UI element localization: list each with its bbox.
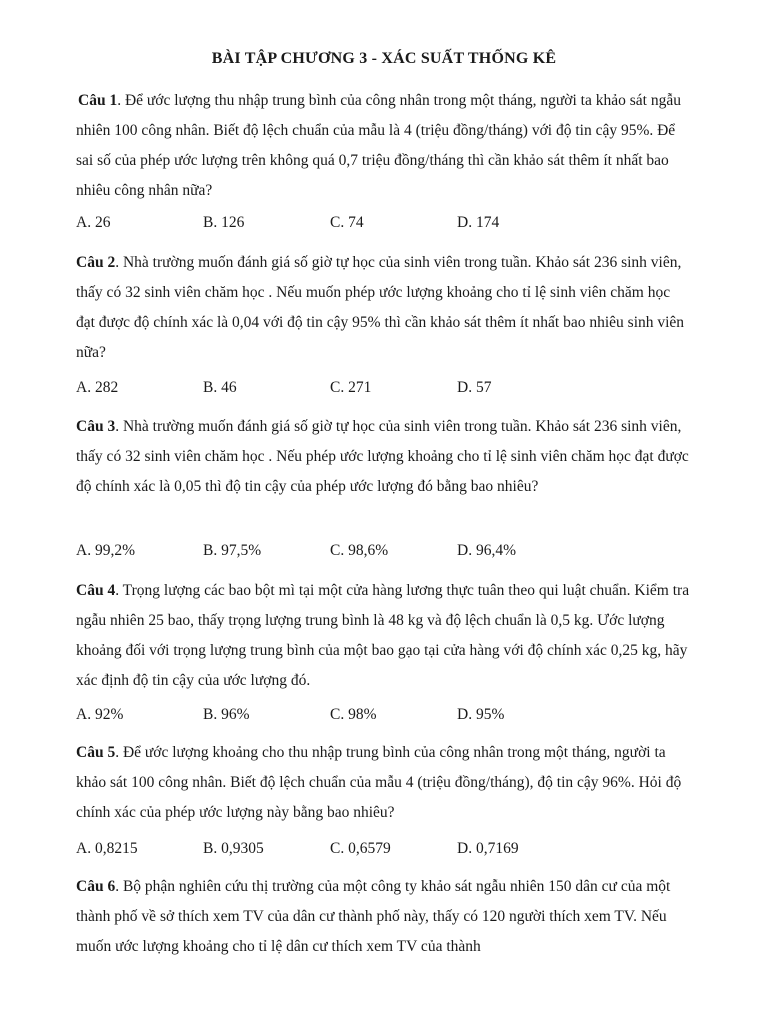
answer-options-4 (76, 706, 690, 730)
answer-option-b: B. 46 (203, 379, 237, 396)
answer-option-a: A. 26 (76, 214, 111, 231)
question-label: Câu 6 (76, 878, 116, 895)
question-4 (76, 576, 690, 696)
answer-option-c: C. 98,6% (330, 542, 389, 559)
question-text: . Để ước lượng khoảng cho thu nhập trung bình của công nhân trong một tháng, người ta khảo sát 100 công nhân. Biết độ lệch chuẩn của mẫu 4 (triệu đồng/tháng), độ tin cậy 96%. Hỏi độ chính xác của phép ước lượng này bằng bao nhiêu? (76, 744, 682, 821)
answer-option-b: B. 97,5% (203, 542, 262, 559)
question-5 (76, 738, 690, 828)
answer-options-2 (76, 379, 690, 403)
question-text: . Trọng lượng các bao bột mì tại một cửa hàng lương thực tuân theo qui luật chuẩn. Kiểm tra ngẫu nhiên 25 bao, thấy trọng lượng trung bình là 48 kg và độ lệch chuẩn là 0,5 kg. Ước lượng khoảng đối với trọng lượng trung bình của một bao gạo tại cửa hàng với độ chính xác 0,25 kg, hãy xác định độ tin cậy của ước lượng đó. (76, 582, 690, 689)
question-1 (76, 86, 690, 206)
answer-option-b: B. 126 (203, 214, 245, 231)
question-text: . Bộ phận nghiên cứu thị trường của một công ty khảo sát ngẫu nhiên 150 dân cư của một thành phố về sở thích xem TV của dân cư thành phố này, thấy có 120 người thích xem TV. Nếu muốn ước lượng khoảng cho tỉ lệ dân cư thích xem TV của thành (76, 878, 671, 955)
question-label: Câu 4 (76, 582, 116, 599)
answer-option-a: A. 0,8215 (76, 840, 138, 857)
question-2 (76, 248, 690, 368)
answer-option-a: A. 99,2% (76, 542, 135, 559)
answer-options-3 (76, 542, 690, 566)
answer-option-d: D. 95% (457, 706, 505, 723)
question-3 (76, 412, 690, 502)
question-label: Câu 1 (78, 92, 118, 109)
answer-option-c: C. 98% (330, 706, 377, 723)
question-label: Câu 3 (76, 418, 116, 435)
answer-option-d: D. 96,4% (457, 542, 516, 559)
answer-option-c: C. 271 (330, 379, 372, 396)
question-text: . Để ước lượng thu nhập trung bình của công nhân trong một tháng, người ta khảo sát ngẫu nhiên 100 công nhân. Biết độ lệch chuẩn của mẫu là 4 (triệu đồng/tháng) với độ tin cậy 95%. Để sai số của phép ước lượng trên không quá 0,7 triệu đồng/tháng thì cần khảo sát thêm ít nhất bao nhiêu công nhân nữa? (76, 92, 681, 199)
answer-options-1 (76, 214, 690, 238)
answer-option-c: C. 74 (330, 214, 364, 231)
answer-option-b: B. 0,9305 (203, 840, 264, 857)
page-title: BÀI TẬP CHƯƠNG 3 - XÁC SUẤT THỐNG KÊ (211, 50, 557, 67)
question-label: Câu 5 (76, 744, 116, 761)
answer-option-d: D. 57 (457, 379, 492, 396)
question-6 (76, 872, 690, 962)
answer-option-d: D. 0,7169 (457, 840, 519, 857)
question-text: . Nhà trường muốn đánh giá số giờ tự học của sinh viên trong tuần. Khảo sát 236 sinh viên, thấy có 32 sinh viên chăm học . Nếu phép ước lượng khoảng cho tỉ lệ sinh viên chăm học đạt được độ chính xác là 0,05 thì độ tin cậy của phép ước lượng đó bằng bao nhiêu? (76, 418, 689, 495)
answer-option-c: C. 0,6579 (330, 840, 391, 857)
answer-option-a: A. 92% (76, 706, 124, 723)
question-text: . Nhà trường muốn đánh giá số giờ tự học của sinh viên trong tuần. Khảo sát 236 sinh viên, thấy có 32 sinh viên chăm học . Nếu muốn phép ước lượng khoảng cho tỉ lệ sinh viên chăm học đạt được độ chính xác là 0,04 với độ tin cậy 95% thì cần khảo sát thêm ít nhất bao nhiêu sinh viên nữa? (76, 254, 685, 361)
answer-option-b: B. 96% (203, 706, 250, 723)
answer-option-a: A. 282 (76, 379, 119, 396)
answer-option-d: D. 174 (457, 214, 500, 231)
question-label: Câu 2 (76, 254, 116, 271)
answer-options-5 (76, 840, 690, 864)
